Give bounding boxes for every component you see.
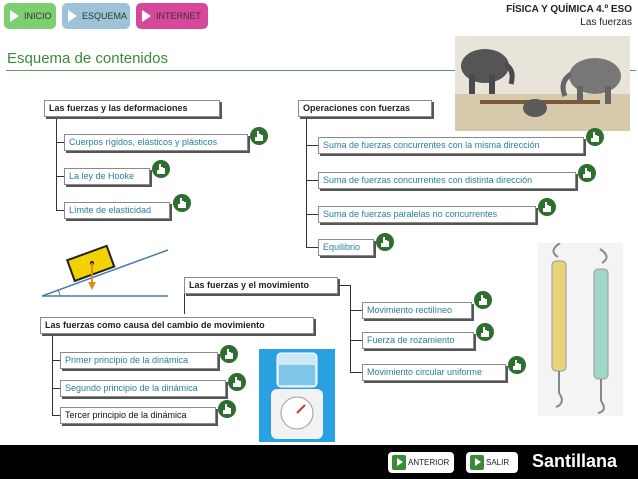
spring-scales-image — [538, 243, 623, 416]
heading-movimiento: Las fuerzas y el movimiento — [184, 277, 338, 294]
anterior-label: ANTERIOR — [408, 458, 450, 467]
hand-pointer-icon[interactable] — [250, 127, 268, 145]
heading-causa: Las fuerzas como causa del cambio de movimiento — [40, 317, 314, 334]
item-distinta-direccion[interactable]: Suma de fuerzas concurrentes con distinta dirección — [318, 172, 576, 189]
hand-pointer-icon[interactable] — [474, 291, 492, 309]
connector — [56, 210, 64, 211]
item-rectilineo[interactable]: Movimiento rectilíneo — [362, 302, 472, 319]
hand-pointer-icon[interactable] — [476, 323, 494, 341]
hand-pointer-icon[interactable] — [508, 356, 526, 374]
hand-pointer-icon[interactable] — [578, 164, 596, 182]
internet-button[interactable] — [136, 3, 208, 29]
connector — [306, 117, 307, 248]
hand-pointer-icon[interactable] — [376, 233, 394, 251]
connector — [350, 310, 362, 311]
connector — [56, 142, 64, 143]
play-icon — [470, 455, 484, 470]
item-misma-direccion[interactable]: Suma de fuerzas concurrentes con la misma dirección — [318, 137, 584, 154]
item-cuerpos-rigidos[interactable]: Cuerpos rígidos, elásticos y plásticos — [64, 134, 248, 151]
play-icon — [142, 10, 151, 22]
hand-pointer-icon[interactable] — [228, 373, 246, 391]
connector — [350, 372, 362, 373]
salir-button[interactable] — [466, 452, 518, 473]
connector — [350, 340, 362, 341]
item-tercer-principio[interactable]: Tercer principio de la dinámica — [60, 407, 216, 424]
esquema-button[interactable] — [62, 3, 130, 29]
connector — [306, 180, 318, 181]
inicio-button[interactable] — [4, 3, 56, 29]
connector — [306, 145, 318, 146]
elephants-seesaw-image — [455, 36, 630, 131]
connector — [306, 214, 318, 215]
connector — [56, 117, 57, 211]
item-primer-principio[interactable]: Primer principio de la dinámica — [60, 352, 218, 369]
page-title: Esquema de contenidos — [7, 50, 168, 67]
internet-label: INTERNET — [156, 11, 201, 21]
salir-label: SALIR — [486, 458, 510, 467]
hand-pointer-icon[interactable] — [152, 160, 170, 178]
heading-deformaciones: Las fuerzas y las deformaciones — [44, 100, 220, 117]
item-equilibrio[interactable]: Equilibrio — [318, 239, 374, 256]
kitchen-scale-image — [259, 349, 335, 442]
hand-pointer-icon[interactable] — [538, 198, 556, 216]
course-title: FÍSICA Y QUÍMICA 4.º ESO — [506, 4, 632, 15]
santillana-logo: Santillana — [532, 451, 618, 471]
inclined-plane-drawing — [42, 236, 172, 300]
item-paralelas[interactable]: Suma de fuerzas paralelas no concurrentes — [318, 206, 536, 223]
inicio-label: INICIO — [24, 11, 52, 21]
connector — [306, 247, 318, 248]
item-circular[interactable]: Movimiento circular uniforme — [362, 364, 506, 381]
play-icon — [68, 10, 77, 22]
hand-pointer-icon[interactable] — [220, 345, 238, 363]
item-segundo-principio[interactable]: Segundo principio de la dinámica — [60, 380, 226, 397]
item-limite-elasticidad[interactable]: Límite de elasticidad — [64, 202, 170, 219]
hand-pointer-icon[interactable] — [586, 128, 604, 146]
connector — [52, 360, 60, 361]
connector — [350, 285, 351, 373]
play-icon — [392, 455, 406, 470]
heading-operaciones: Operaciones con fuerzas — [298, 100, 432, 117]
play-icon — [10, 10, 19, 22]
item-ley-hooke[interactable]: La ley de Hooke — [64, 168, 150, 185]
connector — [52, 334, 53, 416]
anterior-button[interactable] — [388, 452, 454, 473]
hand-pointer-icon[interactable] — [173, 194, 191, 212]
esquema-label: ESQUEMA — [82, 11, 128, 21]
connector — [52, 415, 60, 416]
item-rozamiento[interactable]: Fuerza de rozamiento — [362, 332, 474, 349]
hand-pointer-icon[interactable] — [218, 400, 236, 418]
connector — [52, 388, 60, 389]
connector — [56, 176, 64, 177]
unit-title: Las fuerzas — [580, 17, 632, 28]
